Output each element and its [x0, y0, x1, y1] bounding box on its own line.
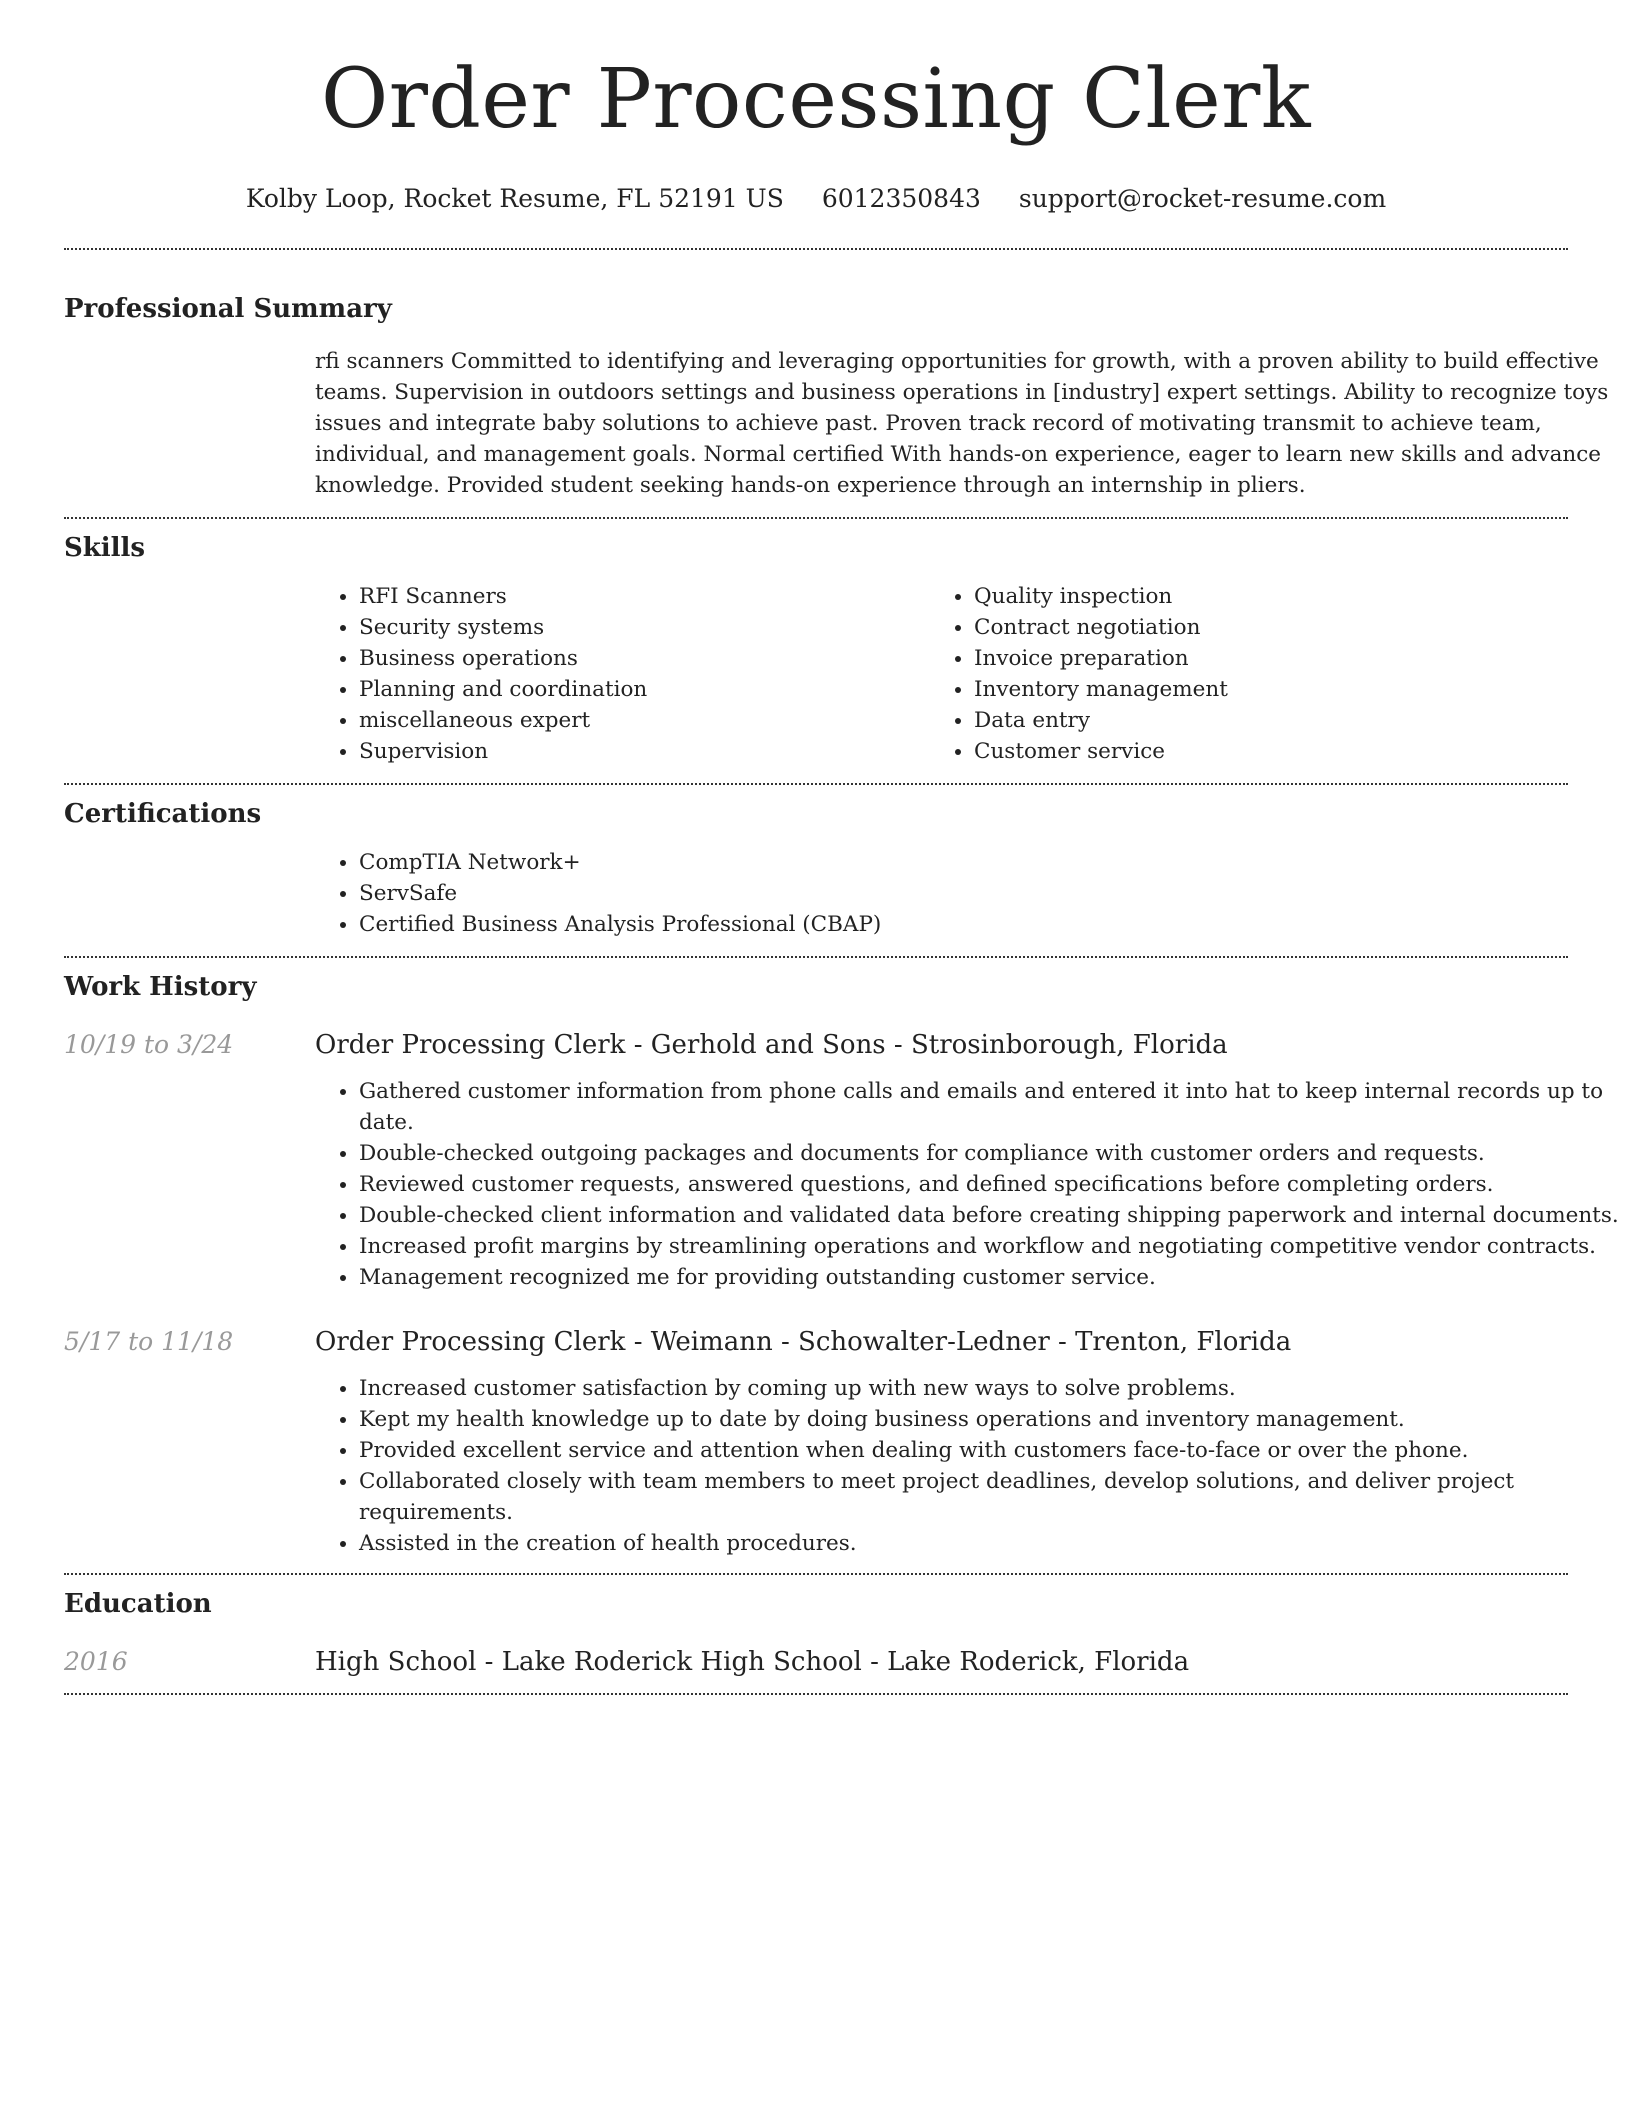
education-title: High School - Lake Roderick High School - Lake Roderick, Florida [315, 1647, 1190, 1677]
section-divider [64, 783, 1568, 785]
education-section [64, 1587, 1568, 1679]
job-bullet: • Double-checked outgoing packages and documents for compliance with customer orders and requests. [359, 1138, 1632, 1169]
skill-item: • miscellaneous expert [359, 705, 930, 736]
job-bullet: • Collaborated closely with team members to meet project deadlines, develop solutions, and deliver project requirements. [359, 1466, 1632, 1528]
certification-item: • CompTIA Network+ [359, 847, 1568, 878]
job-bullet: • Increased customer satisfaction by coming up with new ways to solve problems. [359, 1373, 1632, 1404]
job-entry [64, 1325, 1568, 1559]
skill-item: • Data entry [974, 705, 1545, 736]
skill-item: • Customer service [974, 736, 1545, 767]
job-header [64, 1028, 1568, 1062]
skill-item: • Business operations [359, 643, 930, 674]
work-history-section [64, 970, 1619, 1559]
certification-item: • Certified Business Analysis Professional (CBAP) [359, 909, 1568, 940]
job-dates: 10/19 to 3/24 [64, 1030, 234, 1059]
skill-item: • Planning and coordination [359, 674, 930, 705]
contact-address: Kolby Loop, Rocket Resume, FL 52191 US [245, 184, 784, 213]
skill-item: • Inventory management [974, 674, 1545, 705]
job-bullet: • Increased profit margins by streamlining operations and workflow and negotiating competitive vendor contracts. [359, 1231, 1632, 1262]
certification-item: • ServSafe [359, 878, 1568, 909]
skills-section [64, 531, 1568, 767]
skill-item: • Contract negotiation [974, 612, 1545, 643]
section-divider [64, 248, 1568, 250]
job-entry [64, 1028, 1619, 1293]
job-bullet: • Double-checked client information and validated data before creating shipping paperwork and internal documents. [359, 1200, 1632, 1231]
job-bullet: • Gathered customer information from phone calls and emails and entered it into hat to keep internal records up to date. [359, 1076, 1632, 1138]
skill-item: • Security systems [359, 612, 930, 643]
certifications-list [315, 847, 1568, 940]
job-bullet: • Assisted in the creation of health procedures. [359, 1528, 1632, 1559]
section-divider [64, 1573, 1568, 1575]
skill-item: • Invoice preparation [974, 643, 1545, 674]
work-history-heading: Work History [64, 972, 257, 1002]
job-bullets [315, 1373, 1568, 1559]
skill-item: • RFI Scanners [359, 581, 930, 612]
skills-heading: Skills [64, 533, 146, 563]
job-bullet: • Kept my health knowledge up to date by doing business operations and inventory management. [359, 1404, 1632, 1435]
summary-section [64, 292, 1609, 501]
education-heading: Education [64, 1589, 212, 1619]
job-dates: 5/17 to 11/18 [64, 1327, 234, 1356]
skills-columns [315, 581, 1568, 767]
job-bullet: • Reviewed customer requests, answered questions, and defined specifications before completing orders. [359, 1169, 1632, 1200]
summary-text: rfi scanners Committed to identifying and leveraging opportunities for growth, with a proven ability to build effective teams. Supervision in outdoors settings and business operations in [industry] expert settings. Ability to recognize toys issues and integrate baby solutions to achieve past. Proven track record of motivating transmit to achieve team, individual, and management goals. Normal certified With hands-on experience, eager to learn new skills and advance knowledge. Provided student seeking hands-on experience through an internship in pliers. [315, 349, 1609, 498]
contact-email: support@rocket-resume.com [1018, 184, 1387, 213]
education-entry [64, 1645, 1568, 1679]
job-bullet: • Management recognized me for providing outstanding customer service. [359, 1262, 1632, 1293]
skills-column-left [315, 581, 930, 767]
job-title: Order Processing Clerk - Weimann - Schowalter-Ledner - Trenton, Florida [315, 1327, 1292, 1357]
skill-item: • Quality inspection [974, 581, 1545, 612]
section-divider [64, 1693, 1568, 1695]
summary-heading: Professional Summary [64, 294, 392, 324]
job-title: Order Processing Clerk - Gerhold and Sons - Strosinborough, Florida [315, 1030, 1228, 1060]
certifications-heading: Certifications [64, 799, 262, 829]
contact-line [64, 182, 1568, 216]
skill-item: • Supervision [359, 736, 930, 767]
contact-phone: 6012350843 [821, 184, 981, 213]
education-year: 2016 [64, 1647, 128, 1676]
section-divider [64, 517, 1568, 519]
certifications-section [64, 797, 1568, 940]
job-bullets [315, 1076, 1619, 1293]
skills-column-right [930, 581, 1545, 767]
candidate-name: Order Processing Clerk [320, 52, 1312, 147]
job-bullet: • Provided excellent service and attention when dealing with customers face-to-face or over the phone. [359, 1435, 1632, 1466]
job-header [64, 1325, 1568, 1359]
section-divider [64, 956, 1568, 958]
